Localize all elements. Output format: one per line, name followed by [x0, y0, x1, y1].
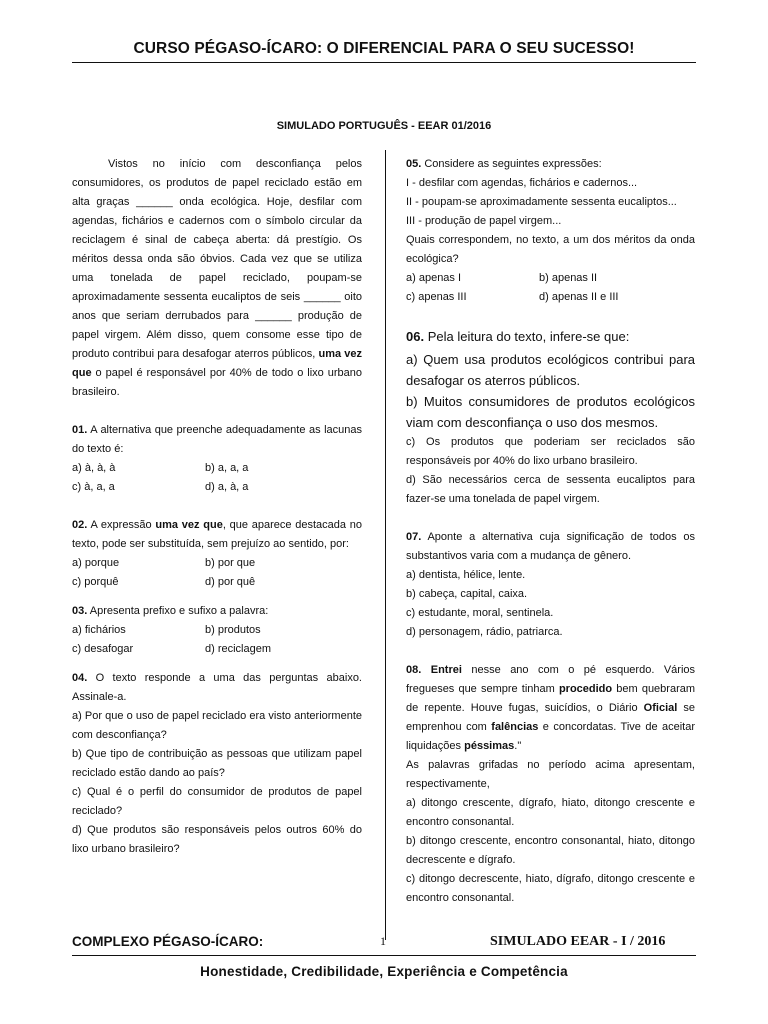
option-a[interactable]: a) fichários	[72, 624, 126, 636]
question-08: 08. Entrei nesse ano com o pé esquerdo. Vários fregueses que sempre tinham procedido bem quebraram de repente. Houve fugas, suicídios, o Diário Oficial se emprenhou com falências e concordatas. Tive de aceitar liquidações péssimas." As palavras grifadas no período acima apresentam, respectivamente, a) ditongo crescente, dígrafo, hiato, ditongo crescente e encontro consonantal. b) ditongo crescente, encontro consonantal, hiato, ditongo decrescente e dígrafo. c) ditongo decrescente, hiato, dígrafo, ditongo crescente e encontro consonantal.	[406, 661, 695, 908]
option-a[interactable]: a) Por que o uso de papel reciclado era visto anteriormente com desconfiança?	[72, 710, 362, 741]
question-06: 06. Pela leitura do texto, infere-se que: a) Quem usa produtos ecológicos contribui para desafogar os aterros públicos. b) Muitos consumidores de produtos ecológicos viam com desconfiança o uso dos mesmos. c) Os produtos que poderiam ser reciclados são responsáveis por 40% do lixo urbano brasileiro. d) São necessários cerca de sessenta eucaliptos para fazer-se uma tonelada de papel virgem.	[406, 326, 695, 509]
option-b[interactable]: b) por que	[205, 557, 256, 569]
option-d[interactable]: d) por quê	[205, 576, 256, 588]
option-b[interactable]: b) apenas II	[539, 272, 598, 284]
question-01: 01. A alternativa que preenche adequadamente as lacunas do texto é: a) à, à, à b) a, a, a c) à, a, a d) a, à, a	[72, 421, 362, 497]
option-b[interactable]: b) Muitos consumidores de produtos ecológicos viam com desconfiança o uso dos mesmos.	[406, 394, 695, 430]
question-03: 03. Apresenta prefixo e sufixo a palavra: a) fichários b) produtos c) desafogar d) reciclagem	[72, 602, 362, 659]
option-c[interactable]: c) porquê	[72, 576, 119, 588]
footer-motto: Honestidade, Credibilidade, Experiência e Competência	[200, 964, 568, 979]
reading-text: Vistos no início com desconfiança pelos consumidores, os produtos de papel reciclado estão em alta graças ______ onda ecológica. Hoje, desfilar com agendas, fichários e cadernos com o símbolo circular da reciclagem é sinal de cabeça aberta: dá prestígio. Os méritos dessa onda são óbvios. Cada vez que se utiliza uma tonelada de papel reciclado, poupam-se aproximadamente sessenta eucaliptos de seis ______ oito anos que seriam derrubados para ______ produção de papel virgem. Além disso, quem consome esse tipo de produto contribui para desafogar aterros públicos, uma vez que o papel é responsável por 40% de todo o lixo urbano brasileiro.	[72, 158, 362, 398]
option-d[interactable]: d) a, à, a	[205, 481, 249, 493]
option-d[interactable]: d) reciclagem	[205, 643, 272, 655]
option-c[interactable]: c) apenas III	[406, 291, 467, 303]
option-c[interactable]: c) desafogar	[72, 643, 134, 655]
question-07: 07. Aponte a alternativa cuja significação de todos os substantivos varia com a mudança de gênero. a) dentista, hélice, lente. b) cabeça, capital, caixa. c) estudante, moral, sentinela. d) personagem, rádio, patriarca.	[406, 528, 695, 642]
footer-exam-title: SIMULADO EEAR - I / 2016	[490, 934, 666, 949]
question-05: 05. Considere as seguintes expressões: I - desfilar com agendas, fichários e cadernos... II - poupam-se aproximadamente sessenta eucaliptos... III - produção de papel virgem... Quais correspondem, no texto, a um dos méritos da onda ecológica? a) apenas I b) apenas II c) apenas III d) apenas II e III	[406, 155, 695, 307]
option-c[interactable]: c) Os produtos que poderiam ser reciclados são responsáveis por 40% do lixo urbano brasileiro.	[406, 436, 695, 467]
option-b[interactable]: b) Que tipo de contribuição as pessoas que utilizam papel reciclado estão dando ao país?	[72, 748, 362, 779]
option-d[interactable]: d) São necessários cerca de sessenta eucaliptos para fazer-se uma tonelada de papel virgem.	[406, 474, 695, 505]
option-b[interactable]: b) cabeça, capital, caixa.	[406, 588, 528, 600]
option-a[interactable]: a) ditongo crescente, dígrafo, hiato, ditongo crescente e encontro consonantal.	[406, 797, 695, 828]
question-02: 02. A expressão uma vez que, que aparece destacada no texto, pode ser substituída, sem prejuízo ao sentido, por: a) porque b) por que c) porquê d) por quê	[72, 516, 362, 592]
simulado-title: SIMULADO PORTUGUÊS - EEAR 01/2016	[276, 120, 492, 132]
column-divider	[385, 150, 386, 940]
highlighted-expression: uma vez que	[72, 348, 362, 379]
footer-rule	[72, 955, 696, 956]
option-a[interactable]: a) apenas I	[406, 272, 462, 284]
option-b[interactable]: b) a, a, a	[205, 462, 249, 474]
option-a[interactable]: a) dentista, hélice, lente.	[406, 569, 526, 581]
page-header-title: CURSO PÉGASO-ÍCARO: O DIFERENCIAL PARA O SEU SUCESSO!	[133, 40, 635, 57]
option-c[interactable]: c) Qual é o perfil do consumidor de produtos de papel reciclado?	[72, 786, 362, 817]
header-rule	[72, 62, 696, 63]
option-a[interactable]: a) porque	[72, 557, 120, 569]
option-c[interactable]: c) ditongo decrescente, hiato, dígrafo, ditongo crescente e encontro consonantal.	[406, 873, 695, 904]
option-d[interactable]: d) apenas II e III	[539, 291, 619, 303]
footer-institution: COMPLEXO PÉGASO-ÍCARO:	[72, 934, 264, 949]
option-a[interactable]: a) Quem usa produtos ecológicos contribui para desafogar os aterros públicos.	[406, 352, 695, 388]
right-column	[406, 155, 695, 908]
option-c[interactable]: c) estudante, moral, sentinela.	[406, 607, 554, 619]
question-04: 04. O texto responde a uma das perguntas abaixo. Assinale-a. a) Por que o uso de papel reciclado era visto anteriormente com desconfiança? b) Que tipo de contribuição as pessoas que utilizam papel reciclado estão dando ao país? c) Qual é o perfil do consumidor de produtos de papel reciclado? d) Que produtos são responsáveis pelos outros 60% do lixo urbano brasileiro?	[72, 669, 362, 859]
option-d[interactable]: d) personagem, rádio, patriarca.	[406, 626, 563, 638]
option-b[interactable]: b) ditongo crescente, encontro consonantal, hiato, ditongo decrescente e dígrafo.	[406, 835, 695, 866]
left-column	[72, 155, 362, 859]
option-d[interactable]: d) Que produtos são responsáveis pelos outros 60% do lixo urbano brasileiro?	[72, 824, 362, 855]
option-c[interactable]: c) à, a, a	[72, 481, 115, 493]
option-b[interactable]: b) produtos	[205, 624, 261, 636]
option-a[interactable]: a) à, à, à	[72, 462, 116, 474]
page-number: 1	[380, 934, 386, 948]
